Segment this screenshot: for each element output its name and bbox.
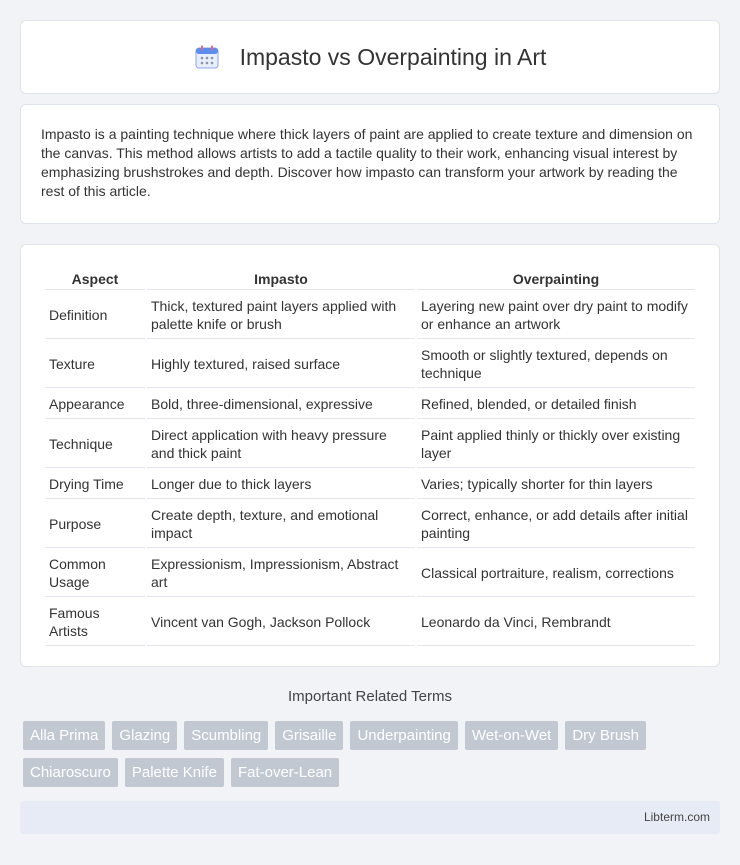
header-impasto: Impasto: [147, 267, 415, 290]
cell-impasto: Longer due to thick layers: [147, 470, 415, 499]
cell-aspect: Drying Time: [45, 470, 145, 499]
header-aspect: Aspect: [45, 267, 145, 290]
cell-aspect: Purpose: [45, 501, 145, 548]
cell-overpainting: Classical portraiture, realism, corrections: [417, 550, 695, 597]
tag-scumbling[interactable]: Scumbling: [184, 721, 268, 750]
cell-overpainting: Layering new paint over dry paint to modify or enhance an artwork: [417, 292, 695, 339]
cell-impasto: Thick, textured paint layers applied with palette knife or brush: [147, 292, 415, 339]
cell-overpainting: Smooth or slightly textured, depends on technique: [417, 341, 695, 388]
tag-underpainting[interactable]: Underpainting: [350, 721, 457, 750]
cell-impasto: Direct application with heavy pressure and thick paint: [147, 421, 415, 468]
cell-overpainting: Refined, blended, or detailed finish: [417, 390, 695, 419]
cell-aspect: Technique: [45, 421, 145, 468]
intro-text: Impasto is a painting technique where thick layers of paint are applied to create texture and dimension on the canvas. This method allows artists to add a tactile quality to their work, enhancing visual interest by emphasizing brushstrokes and depth. Discover how impasto can transform your artwork by reading the rest of this article.: [41, 126, 693, 199]
cell-impasto: Create depth, texture, and emotional impact: [147, 501, 415, 548]
cell-impasto: Vincent van Gogh, Jackson Pollock: [147, 599, 415, 646]
table-row: [45, 501, 695, 548]
cell-overpainting: Leonardo da Vinci, Rembrandt: [417, 599, 695, 646]
related-terms-tags: [23, 721, 723, 795]
table-row: [45, 341, 695, 388]
page-title: Impasto vs Overpainting in Art: [239, 43, 547, 70]
cell-aspect: Definition: [45, 292, 145, 339]
comparison-table: [43, 265, 697, 648]
table-row: [45, 390, 695, 419]
tag-chiaroscuro[interactable]: Chiaroscuro: [23, 758, 118, 787]
cell-overpainting: Correct, enhance, or add details after initial painting: [417, 501, 695, 548]
table-row: [45, 470, 695, 499]
tag-glazing[interactable]: Glazing: [112, 721, 177, 750]
table-row: [45, 421, 695, 468]
tag-dry-brush[interactable]: Dry Brush: [565, 721, 646, 750]
tag-alla-prima[interactable]: Alla Prima: [23, 721, 105, 750]
title-card: [20, 20, 720, 94]
comparison-table-card: [20, 244, 720, 667]
cell-aspect: Common Usage: [45, 550, 145, 597]
tag-grisaille[interactable]: Grisaille: [275, 721, 343, 750]
cell-impasto: Bold, three-dimensional, expressive: [147, 390, 415, 419]
cell-impasto: Highly textured, raised surface: [147, 341, 415, 388]
related-terms-title: Important Related Terms: [288, 688, 452, 705]
cell-aspect: Famous Artists: [45, 599, 145, 646]
calendar-icon: [194, 44, 220, 70]
header-overpainting: Overpainting: [417, 267, 695, 290]
tag-palette-knife[interactable]: Palette Knife: [125, 758, 224, 787]
footer: [20, 801, 720, 834]
tag-wet-on-wet[interactable]: Wet-on-Wet: [465, 721, 558, 750]
cell-impasto: Expressionism, Impressionism, Abstract art: [147, 550, 415, 597]
table-row: [45, 550, 695, 597]
cell-aspect: Appearance: [45, 390, 145, 419]
tag-fat-over-lean[interactable]: Fat-over-Lean: [231, 758, 339, 787]
cell-overpainting: Paint applied thinly or thickly over existing layer: [417, 421, 695, 468]
cell-aspect: Texture: [45, 341, 145, 388]
intro-card: [20, 104, 720, 224]
cell-overpainting: Varies; typically shorter for thin layers: [417, 470, 695, 499]
table-row: [45, 599, 695, 646]
table-header-row: [45, 267, 695, 290]
footer-brand-link[interactable]: Libterm.com: [643, 810, 710, 824]
table-row: [45, 292, 695, 339]
